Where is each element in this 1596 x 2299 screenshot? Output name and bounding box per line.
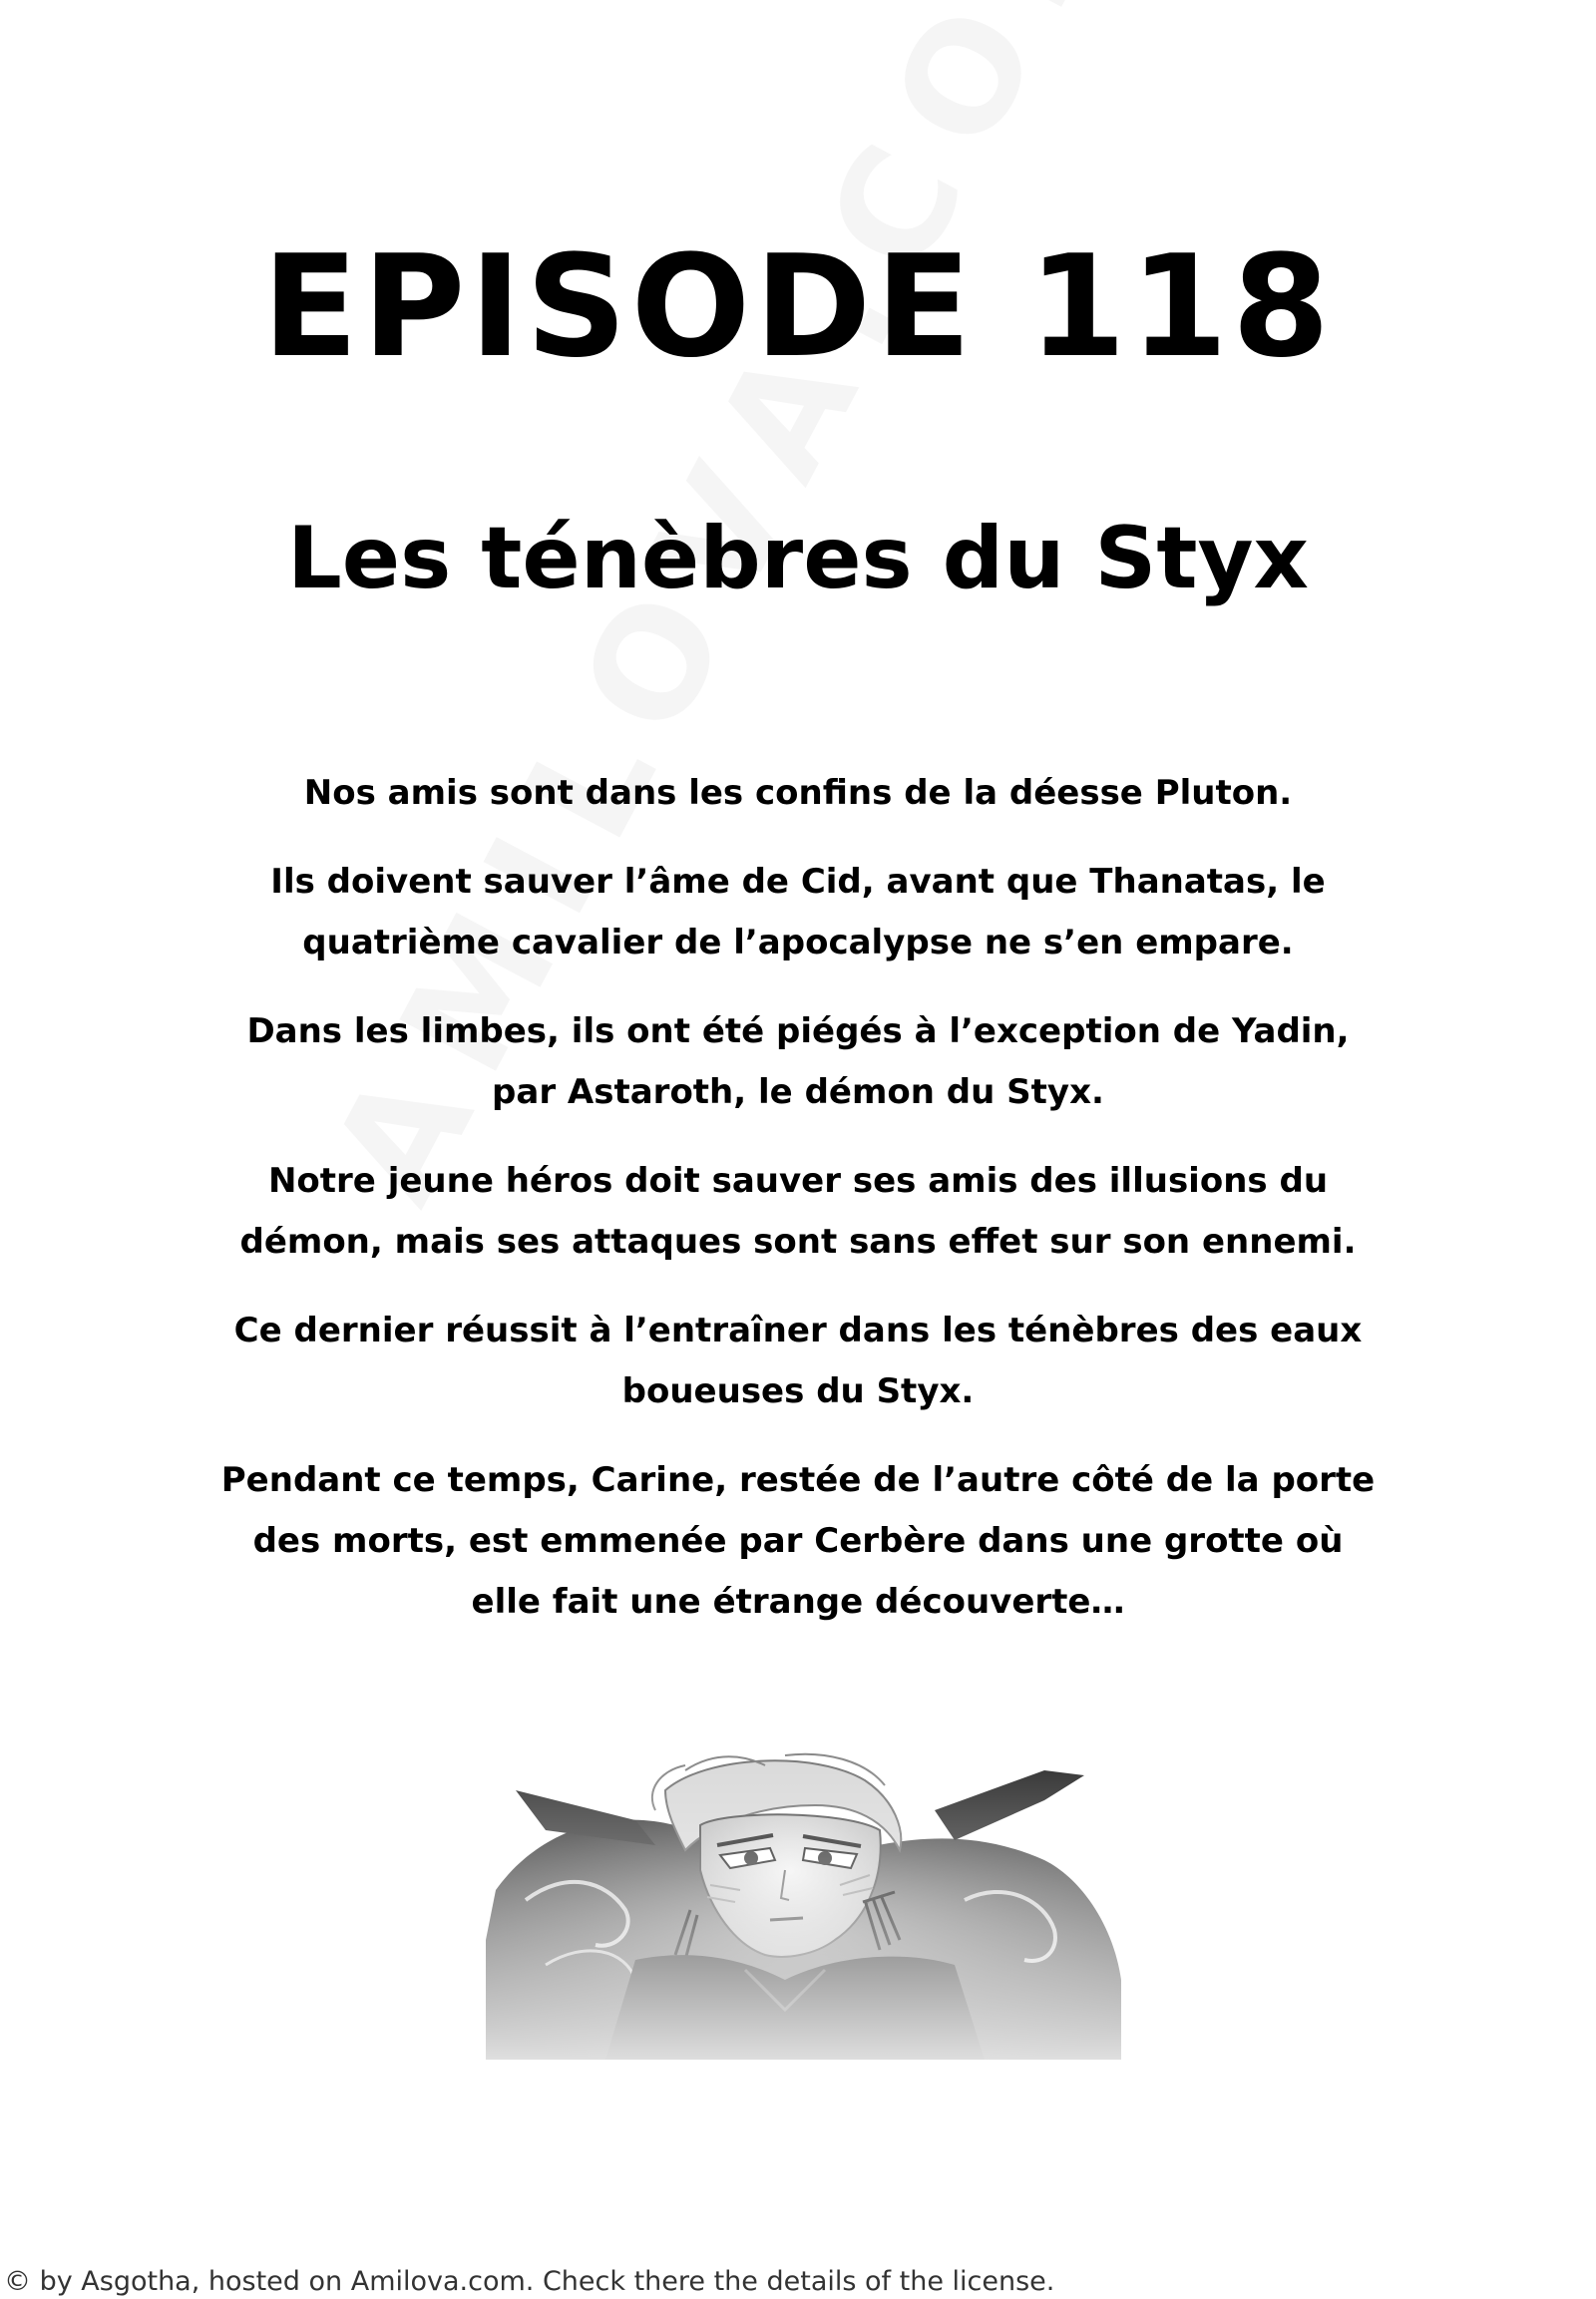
synopsis-line: Ce dernier réussit à l’entraîner dans les ténèbres des eaux [233,1311,1363,1350]
synopsis-line: par Astaroth, le démon du Styx. [492,1072,1104,1112]
episode-title: EPISODE 118 [261,225,1335,389]
synopsis-line: boueuses du Styx. [621,1371,975,1411]
synopsis-paragraph [120,1301,1476,1422]
synopsis-line: des morts, est emmenée par Cerbère dans une grotte où [252,1521,1344,1561]
synopsis-paragraph [120,1001,1476,1123]
synopsis-paragraph [120,1151,1476,1273]
synopsis-line: Notre jeune héros doit sauver ses amis des illusions du [267,1161,1329,1201]
synopsis-line: Dans les limbes, ils ont été piégés à l’exception de Yadin, [246,1011,1350,1051]
synopsis-line: Pendant ce temps, Carine, restée de l’autre côté de la porte [220,1460,1376,1500]
synopsis-line: démon, mais ses attaques sont sans effet sur son ennemi. [239,1222,1357,1262]
synopsis-line: Ils doivent sauver l’âme de Cid, avant que Thanatas, le [270,862,1326,902]
synopsis [120,763,1476,1661]
synopsis-line: elle fait une étrange découverte… [471,1582,1125,1622]
synopsis-paragraph [120,763,1476,824]
episode-subtitle: Les ténèbres du Styx [287,509,1309,608]
synopsis-paragraph [120,852,1476,973]
manga-character-illustration [486,1750,1121,2060]
synopsis-paragraph [120,1450,1476,1633]
synopsis-line: Nos amis sont dans les confins de la déesse Pluton. [303,773,1293,813]
synopsis-line: quatrième cavalier de l’apocalypse ne s’en empare. [302,923,1294,962]
copyright-notice: © by Asgotha, hosted on Amilova.com. Check there the details of the license. [4,2266,1055,2297]
